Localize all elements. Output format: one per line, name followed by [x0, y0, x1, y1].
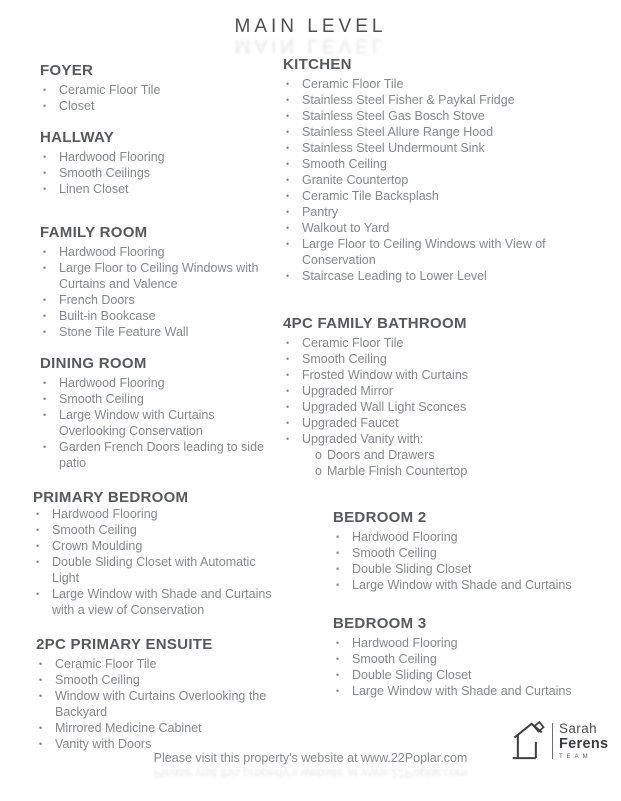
bullet-icon: • — [39, 739, 43, 749]
bullet-icon: • — [36, 557, 40, 567]
bullet-icon: • — [336, 532, 340, 542]
footer-note-reflection: Please visit this property's website at www.22Poplar.com — [153, 766, 468, 780]
feature-item — [333, 577, 572, 593]
left-column — [33, 0, 283, 752]
room-section-title: FOYER — [40, 62, 94, 79]
feature-subitem-text: Marble Finish Countertop — [326, 464, 468, 478]
feature-item — [40, 375, 265, 391]
feature-item-text: Large Floor to Ceiling Windows with Curtains and Valence — [59, 261, 259, 291]
feature-item-text: Hardwood Flooring — [352, 636, 458, 650]
feature-item-text: Ceramic Floor Tile — [302, 336, 404, 350]
bullet-icon: • — [336, 564, 340, 574]
feature-item — [283, 236, 590, 268]
feature-item-text: Smooth Ceiling — [352, 546, 437, 560]
feature-item — [283, 204, 590, 220]
feature-item — [333, 561, 572, 577]
feature-item-text: French Doors — [59, 293, 135, 307]
feature-item — [283, 335, 468, 351]
feature-subitem-text: Doors and Drawers — [326, 448, 435, 462]
feature-item-text: Smooth Ceiling — [55, 673, 140, 687]
feature-item — [40, 324, 265, 340]
bullet-icon: • — [36, 541, 40, 551]
bullet-icon: • — [43, 168, 47, 178]
room-section-title: BEDROOM 2 — [333, 509, 427, 526]
feature-item-text: Smooth Ceiling — [352, 652, 437, 666]
bullet-icon: • — [43, 295, 47, 305]
feature-item-text: Large Window with Curtains Overlooking Conservation — [59, 408, 215, 438]
room-section — [33, 489, 283, 618]
feature-item-text: Staircase Leading to Lower Level — [302, 269, 487, 283]
bullet-icon: • — [286, 159, 290, 169]
room-section — [40, 62, 160, 114]
bullet-icon: • — [336, 654, 340, 664]
feature-item-text: Smooth Ceiling — [52, 523, 137, 537]
feature-item — [33, 538, 283, 554]
feature-item — [283, 108, 590, 124]
feature-item — [283, 220, 590, 236]
feature-item — [33, 506, 283, 522]
feature-item — [333, 635, 572, 651]
bullet-icon: • — [39, 691, 43, 701]
feature-item — [36, 736, 283, 752]
feature-item — [40, 98, 160, 114]
bullet-icon: • — [286, 386, 290, 396]
feature-item-text: Pantry — [302, 205, 339, 219]
feature-item — [283, 124, 590, 140]
feature-item — [40, 165, 165, 181]
logo-first-name: Sarah — [559, 721, 598, 736]
feature-item — [333, 651, 572, 667]
bullet-icon: • — [286, 127, 290, 137]
feature-item-text: Smooth Ceiling — [59, 392, 144, 406]
feature-item-text: Built-in Bookcase — [59, 309, 156, 323]
feature-item-text: Mirrored Medicine Cabinet — [55, 721, 202, 735]
room-section — [40, 224, 265, 340]
bullet-icon: • — [336, 580, 340, 590]
room-section-title: 4PC FAMILY BATHROOM — [283, 315, 467, 332]
feature-columns — [33, 0, 590, 752]
feature-item-text: Stainless Steel Fisher & Paykal Fridge — [302, 93, 515, 107]
footer-note: Please visit this property's website at www.22Poplar.com — [153, 751, 468, 765]
feature-item — [36, 656, 283, 672]
bullet-icon: • — [286, 370, 290, 380]
feature-item — [283, 399, 468, 415]
feature-item-text: Smooth Ceiling — [302, 352, 387, 366]
feature-item — [283, 431, 468, 447]
room-section-title: BEDROOM 3 — [333, 615, 427, 632]
logo-team-label: TEAM — [559, 754, 592, 760]
bullet-icon: • — [43, 442, 47, 452]
feature-item-text: Large Window with Shade and Curtains — [352, 578, 572, 592]
logo-last-name: Ferens — [559, 735, 609, 752]
bullet-icon: • — [336, 638, 340, 648]
feature-item-text: Ceramic Floor Tile — [59, 83, 161, 97]
feature-item — [36, 688, 283, 720]
bullet-icon: • — [39, 675, 43, 685]
bullet-icon: • — [43, 184, 47, 194]
page-title-reflection: MAIN LEVEL — [234, 35, 387, 56]
feature-item — [283, 415, 468, 431]
bullet-icon: • — [286, 338, 290, 348]
bullet-icon: • — [336, 548, 340, 558]
bullet-icon: • — [336, 686, 340, 696]
room-section — [40, 355, 265, 471]
feature-subitem — [315, 447, 468, 463]
feature-item-text: Smooth Ceiling — [302, 157, 387, 171]
feature-item-text: Upgraded Faucet — [302, 416, 399, 430]
feature-item-text: Ceramic Tile Backsplash — [302, 189, 439, 203]
bullet-icon: • — [36, 509, 40, 519]
bullet-icon: • — [286, 271, 290, 281]
feature-item-text: Double Sliding Closet — [352, 668, 472, 682]
feature-item — [36, 672, 283, 688]
feature-item-text: Frosted Window with Curtains — [302, 368, 469, 382]
feature-item-text: Double Sliding Closet with Automatic Light — [52, 555, 256, 585]
bullet-icon: • — [43, 327, 47, 337]
brand-logo — [511, 720, 608, 762]
bullet-icon: • — [43, 85, 47, 95]
right-column — [283, 0, 590, 752]
room-section-title: KITCHEN — [283, 56, 352, 73]
feature-item — [40, 181, 165, 197]
feature-item — [283, 351, 468, 367]
bullet-icon: • — [286, 207, 290, 217]
feature-item — [333, 545, 572, 561]
feature-item-text: Double Sliding Closet — [352, 562, 472, 576]
room-section-title: 2PC PRIMARY ENSUITE — [36, 636, 213, 653]
feature-item-text: Large Window with Shade and Curtains with a view of Conservation — [52, 587, 272, 617]
feature-item-text: Stainless Steel Undermount Sink — [302, 141, 485, 155]
bullet-icon: • — [286, 175, 290, 185]
bullet-icon: • — [43, 311, 47, 321]
feature-item-text: Window with Curtains Overlooking the Backyard — [55, 689, 267, 719]
bullet-icon: • — [286, 95, 290, 105]
feature-item — [333, 529, 572, 545]
feature-item — [283, 188, 590, 204]
feature-item-text: Hardwood Flooring — [59, 245, 165, 259]
bullet-icon: • — [286, 418, 290, 428]
room-section-title: FAMILY ROOM — [40, 224, 148, 241]
feature-item — [333, 683, 572, 699]
bullet-icon: • — [286, 191, 290, 201]
feature-item-text: Closet — [59, 99, 95, 113]
bullet-icon: • — [43, 101, 47, 111]
bullet-icon: • — [36, 589, 40, 599]
feature-item — [283, 140, 590, 156]
bullet-icon: • — [39, 659, 43, 669]
feature-item-text: Upgraded Mirror — [302, 384, 394, 398]
bullet-icon: • — [286, 143, 290, 153]
feature-item-text: Granite Countertop — [302, 173, 409, 187]
feature-item-text: Garden French Doors leading to side patio — [59, 440, 264, 470]
bullet-icon: • — [286, 111, 290, 121]
bullet-icon: • — [43, 263, 47, 273]
bullet-icon: • — [43, 394, 47, 404]
feature-item — [283, 76, 590, 92]
bullet-icon: • — [286, 223, 290, 233]
feature-item-text: Smooth Ceilings — [59, 166, 151, 180]
feature-item-text: Upgraded Wall Light Sconces — [302, 400, 467, 414]
bullet-icon: • — [286, 402, 290, 412]
feature-item-text: Stainless Steel Gas Bosch Stove — [302, 109, 485, 123]
feature-item-text: Ceramic Floor Tile — [55, 657, 157, 671]
bullet-icon: • — [336, 670, 340, 680]
bullet-icon: • — [36, 525, 40, 535]
bullet-icon: • — [43, 378, 47, 388]
feature-item — [40, 149, 165, 165]
room-section — [36, 636, 283, 752]
feature-item — [40, 244, 265, 260]
feature-item-text: Large Floor to Ceiling Windows with View of Conservation — [302, 237, 546, 267]
feature-item — [40, 407, 265, 439]
feature-item — [283, 172, 590, 188]
bullet-icon: • — [286, 239, 290, 249]
feature-subitem — [315, 463, 468, 479]
room-section — [40, 129, 165, 197]
room-section-title: DINING ROOM — [40, 355, 147, 372]
bullet-icon: • — [286, 434, 290, 444]
room-section — [333, 509, 572, 593]
feature-item — [283, 383, 468, 399]
logo-text — [559, 722, 608, 760]
feature-item-text: Walkout to Yard — [302, 221, 390, 235]
feature-item-text: Linen Closet — [59, 182, 129, 196]
feature-item — [40, 292, 265, 308]
feature-item — [40, 308, 265, 324]
feature-item-text: Hardwood Flooring — [52, 507, 158, 521]
feature-item-text: Hardwood Flooring — [352, 530, 458, 544]
feature-item — [333, 667, 572, 683]
feature-item-text: Ceramic Floor Tile — [302, 77, 404, 91]
feature-item — [40, 391, 265, 407]
feature-item — [40, 260, 265, 292]
feature-item-text: Hardwood Flooring — [59, 150, 165, 164]
feature-item-text: Hardwood Flooring — [59, 376, 165, 390]
bullet-icon: • — [286, 354, 290, 364]
room-section — [333, 615, 572, 699]
feature-item-text: Large Window with Shade and Curtains — [352, 684, 572, 698]
feature-item-text: Stone Tile Feature Wall — [59, 325, 189, 339]
bullet-icon: • — [43, 410, 47, 420]
feature-item — [33, 586, 283, 618]
bullet-icon: • — [39, 723, 43, 733]
feature-item — [283, 367, 468, 383]
bullet-icon: • — [43, 247, 47, 257]
room-section — [283, 56, 590, 284]
feature-item — [283, 92, 590, 108]
feature-item-text: Upgraded Vanity with: — [302, 432, 424, 446]
feature-item — [283, 156, 590, 172]
sub-bullet-icon: o — [315, 464, 322, 478]
bullet-icon: • — [43, 152, 47, 162]
house-icon — [511, 720, 547, 762]
bullet-icon: • — [286, 79, 290, 89]
feature-item-text: Crown Moulding — [52, 539, 143, 553]
feature-item — [283, 268, 590, 284]
feature-item-text: Stainless Steel Allure Range Hood — [302, 125, 494, 139]
feature-item — [36, 720, 283, 736]
room-section-title: HALLWAY — [40, 129, 115, 146]
logo-divider — [552, 723, 553, 759]
feature-item — [40, 82, 160, 98]
feature-item — [33, 554, 283, 586]
sub-bullet-icon: o — [315, 448, 322, 462]
page-title: MAIN LEVEL — [234, 16, 387, 37]
room-section — [283, 315, 468, 479]
room-section-title: PRIMARY BEDROOM — [33, 489, 189, 506]
feature-item — [40, 439, 265, 471]
feature-item-text: Vanity with Doors — [55, 737, 152, 751]
feature-item — [33, 522, 283, 538]
